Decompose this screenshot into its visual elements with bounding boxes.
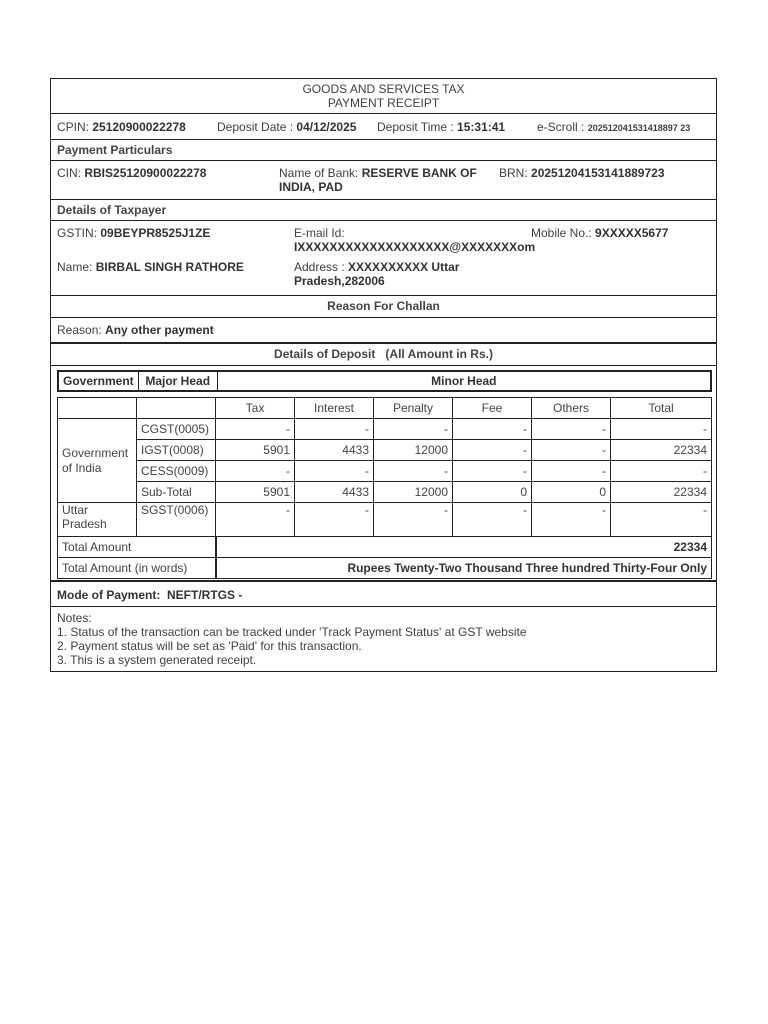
deposit-date: Deposit Date : 04/12/2025 xyxy=(217,120,357,134)
taxpayer-heading: Details of Taxpayer xyxy=(51,200,716,221)
col-minor-head: Minor Head xyxy=(217,372,710,390)
e-scroll: e-Scroll : 202512041531418897 23 xyxy=(537,120,691,134)
payment-particulars-heading: Payment Particulars xyxy=(51,140,716,161)
email: E-mail Id: IXXXXXXXXXXXXXXXXXXX@XXXXXXXom xyxy=(294,226,536,254)
state-cell: Uttar Pradesh xyxy=(58,503,137,537)
subtotal-row: Sub-Total 5901 4433 12000 0 0 22334 xyxy=(58,482,712,503)
address: Address : XXXXXXXXXX Uttar Pradesh,282006 xyxy=(294,260,460,288)
total-amount-row xyxy=(58,537,712,558)
cin-row xyxy=(51,161,716,200)
note-item: 1. Status of the transaction can be tracked under 'Track Payment Status' at GST website xyxy=(57,625,527,639)
reason-row xyxy=(51,318,716,344)
taxpayer-name: Name: BIRBAL SINGH RATHORE xyxy=(57,260,244,274)
mobile: Mobile No.: 9XXXXX5677 xyxy=(531,226,669,240)
col-tax: Tax xyxy=(216,398,295,419)
major-head: CESS(0009) xyxy=(137,461,216,482)
table-header-row xyxy=(58,398,712,419)
deposit-time: Deposit Time : 15:31:41 xyxy=(377,120,506,134)
mode-of-payment: Mode of Payment: NEFT/RTGS - xyxy=(57,588,243,602)
head-bar xyxy=(57,370,712,392)
payment-receipt xyxy=(50,78,717,672)
cpin: CPIN: 25120900022278 xyxy=(57,120,186,134)
govt-of-india-cell: Government of India xyxy=(58,419,137,503)
taxpayer-details xyxy=(51,221,716,296)
note-item: 3. This is a system generated receipt. xyxy=(57,653,257,667)
col-fee: Fee xyxy=(453,398,532,419)
reason: Reason: Any other payment xyxy=(57,323,214,337)
sgst-row: Uttar Pradesh SGST(0006) - - - - - - xyxy=(58,503,712,537)
major-head: SGST(0006) xyxy=(137,503,216,537)
total-words-row xyxy=(58,558,712,579)
col-major-head: Major Head xyxy=(138,372,217,390)
receipt-title xyxy=(51,79,716,114)
total-amount-value: 22334 xyxy=(216,537,712,558)
deposit-table xyxy=(57,397,712,579)
col-government: Government xyxy=(59,372,138,390)
deposit-heading: Details of Deposit (All Amount in Rs.) xyxy=(51,344,716,366)
table-row: IGST(0008) 5901 4433 12000 - - 22334 xyxy=(58,440,712,461)
cpin-row xyxy=(51,114,716,140)
brn: BRN: 20251204153141889723 xyxy=(499,166,665,180)
deposit-block xyxy=(51,366,716,581)
major-head: IGST(0008) xyxy=(137,440,216,461)
note-item: 2. Payment status will be set as 'Paid' for this transaction. xyxy=(57,639,362,653)
notes xyxy=(51,607,716,671)
challan-heading: Reason For Challan xyxy=(51,296,716,318)
cin: CIN: RBIS25120900022278 xyxy=(57,166,207,180)
gstin: GSTIN: 09BEYPR8525J1ZE xyxy=(57,226,211,240)
notes-heading: Notes: xyxy=(57,611,92,625)
col-penalty: Penalty xyxy=(374,398,453,419)
total-words-label: Total Amount (in words) xyxy=(58,558,216,579)
col-interest: Interest xyxy=(295,398,374,419)
bank-name: Name of Bank: RESERVE BANK OF INDIA, PAD xyxy=(279,166,477,194)
major-head: CGST(0005) xyxy=(137,419,216,440)
title-line-2: PAYMENT RECEIPT xyxy=(327,96,440,110)
col-total: Total xyxy=(611,398,712,419)
mode-of-payment-row xyxy=(51,581,716,607)
total-words-value: Rupees Twenty-Two Thousand Three hundred Thirty-Four Only xyxy=(216,558,712,579)
major-head: Sub-Total xyxy=(137,482,216,503)
table-row: Government of India CGST(0005) - - - - - - xyxy=(58,419,712,440)
col-others: Others xyxy=(532,398,611,419)
table-row: CESS(0009) - - - - - - xyxy=(58,461,712,482)
title-line-1: GOODS AND SERVICES TAX xyxy=(302,82,465,96)
total-amount-label: Total Amount xyxy=(58,537,216,558)
